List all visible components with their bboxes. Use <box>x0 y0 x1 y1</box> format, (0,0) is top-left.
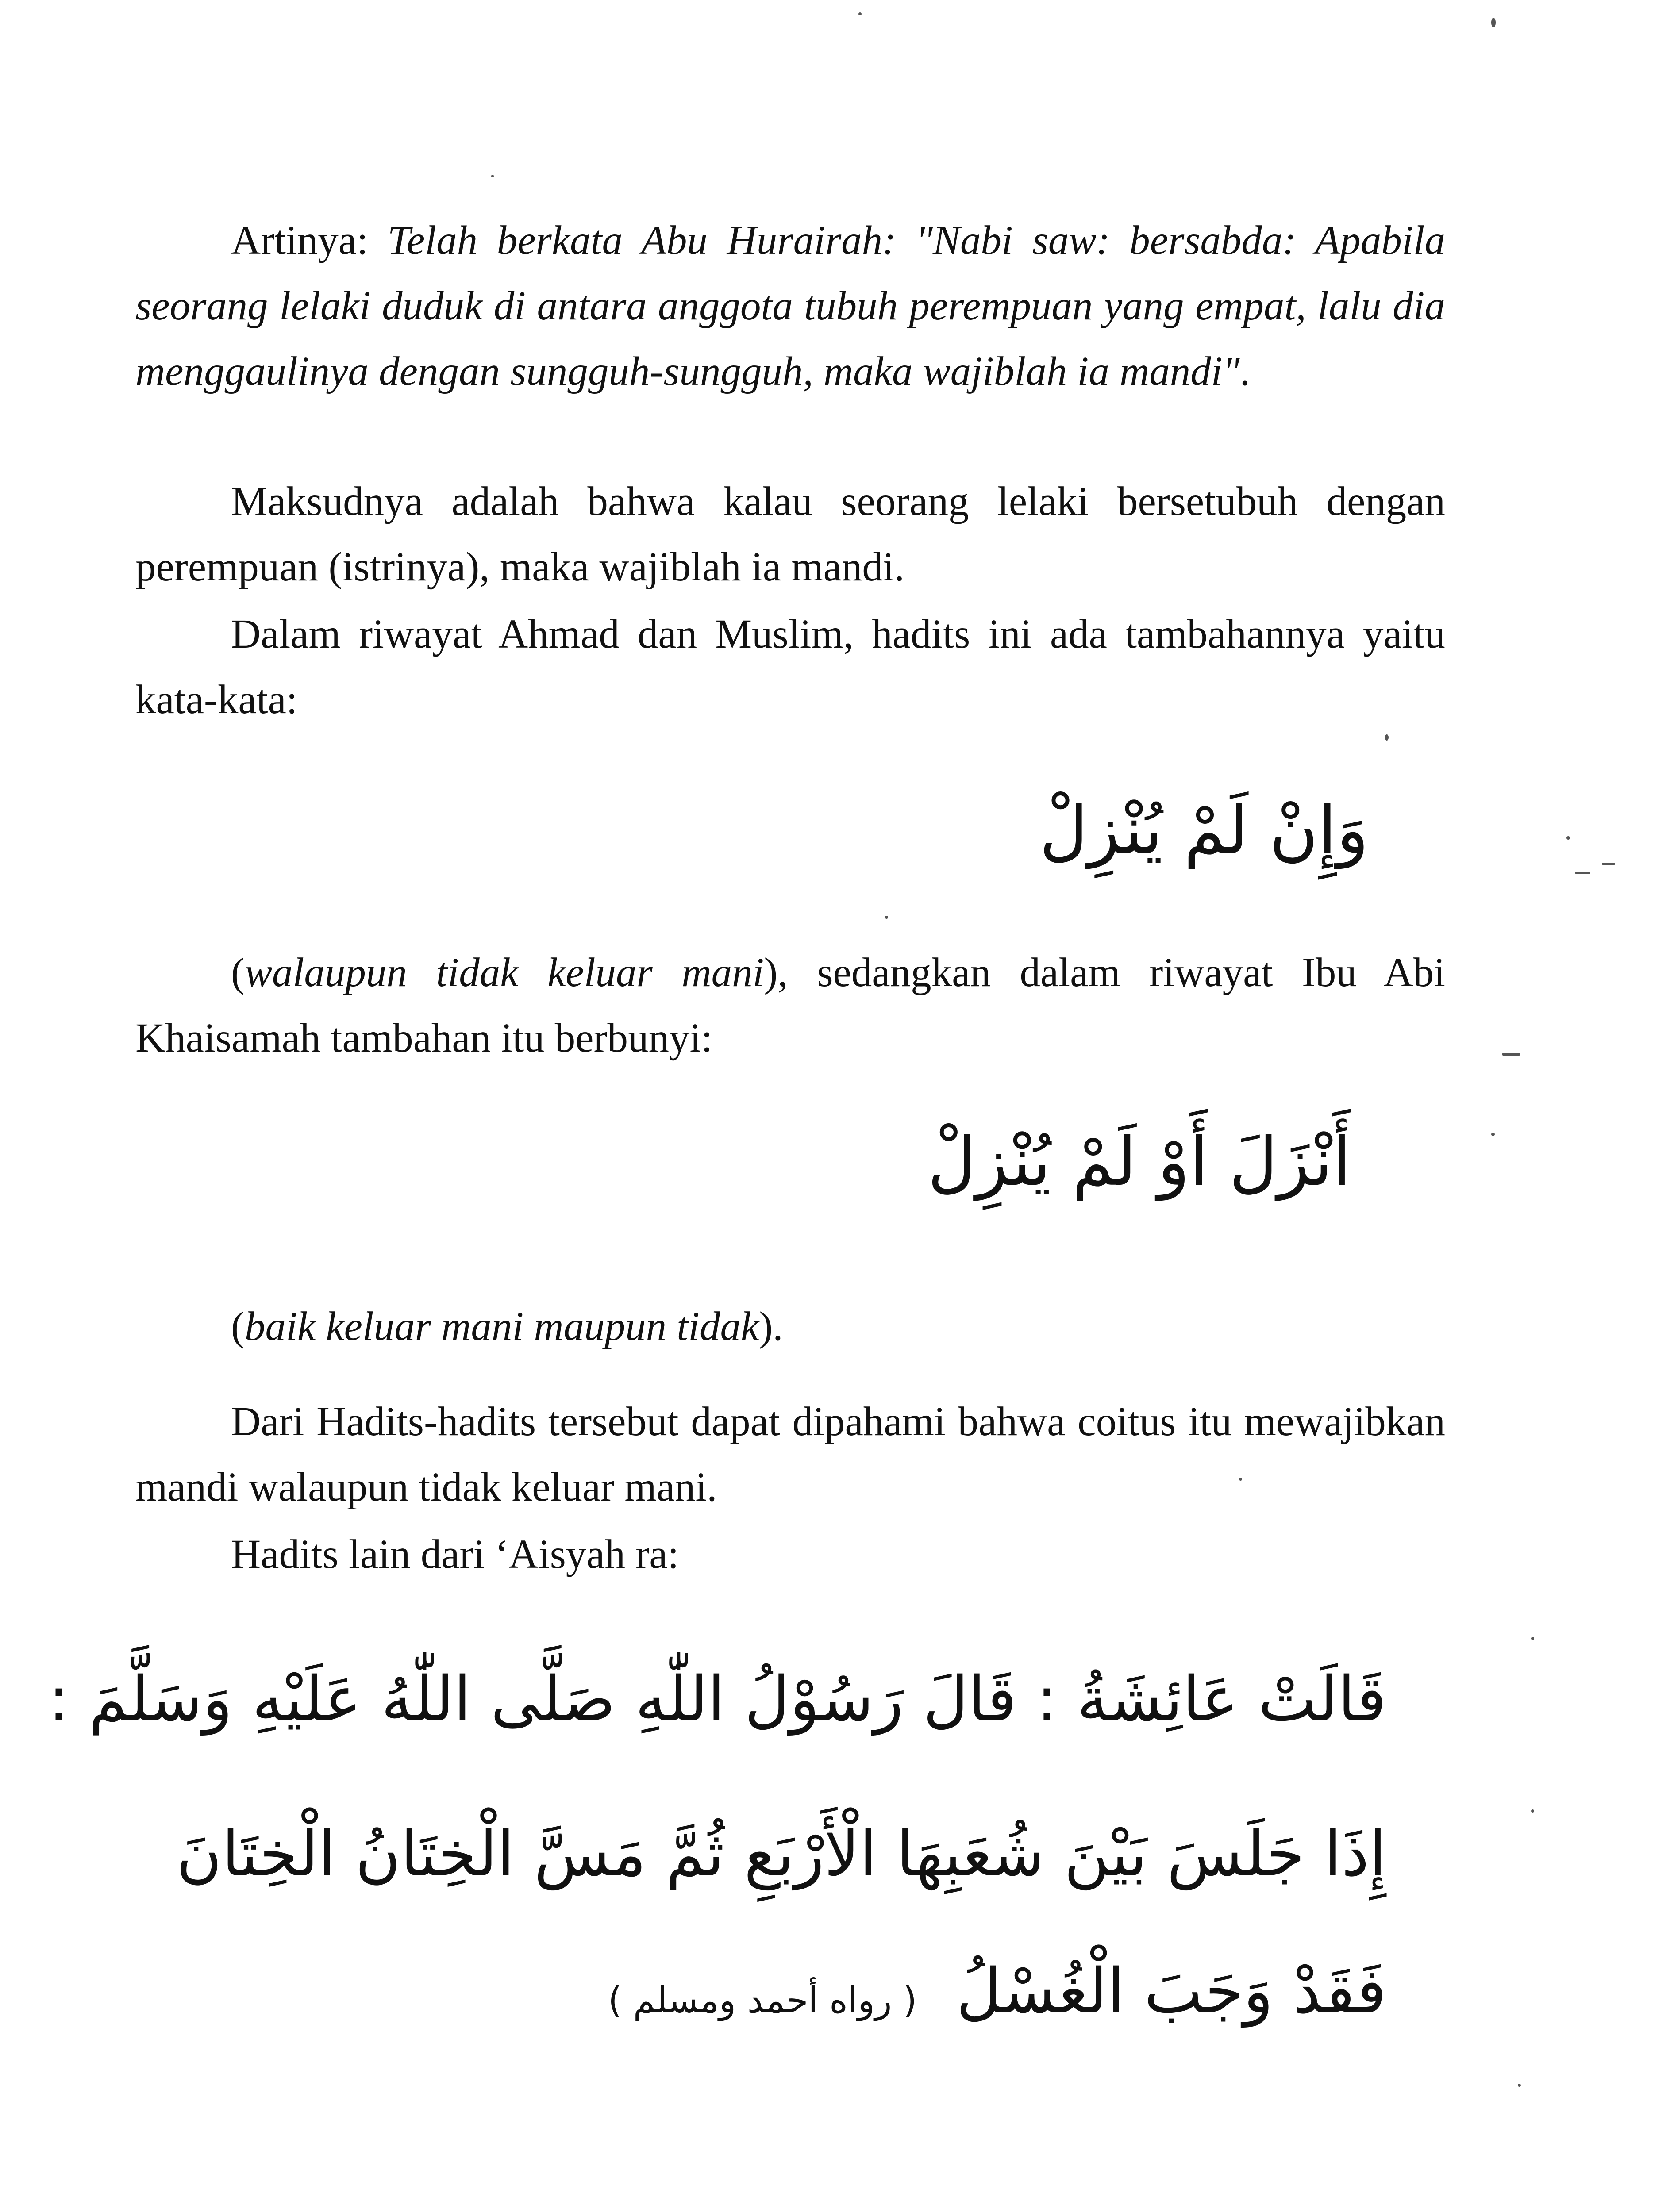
scan-speck <box>1491 1133 1495 1136</box>
p4-rest: ), sedangkan dalam riwayat Ibu Abi Khaisamah tambahan itu berbunyi: <box>135 950 1445 1061</box>
scan-speck <box>1602 863 1615 865</box>
arabic-hadith-line-2: إِذَا جَلَسَ بَيْنَ شُعَبِهَا الْأَرْبَعِ ثُمَّ مَسَّ الْخِتَانُ الْخِتَانَ <box>176 1818 1386 1890</box>
translation-prefix: Artinya: <box>231 218 388 263</box>
scan-speck <box>1566 836 1570 840</box>
paragraph-translation <box>135 208 1445 404</box>
scan-speck <box>1239 1478 1242 1481</box>
scan-speck <box>1491 18 1496 27</box>
p4-open: ( <box>231 950 245 995</box>
arabic-hadith-line-3 <box>608 1955 1386 2028</box>
paragraph-hadits-aisyah: Hadits lain dari ‘Aisyah ra: <box>231 1532 679 1577</box>
arabic-phrase-wa-in-lam-yunzil: وَإِنْ لَمْ يُنْزِلْ <box>1039 792 1369 869</box>
paragraph-conclusion: Dari Hadits-hadits tersebut dapat dipahami bahwa coitus itu mewajibkan mandi walaupun tidak keluar mani. <box>135 1399 1445 1510</box>
translation-italic: Telah berkata Abu Hurairah: "Nabi saw: bersabda: Apabila seorang lelaki duduk di antara anggota tubuh perempuan yang empat, lalu dia menggaulinya dengan sungguh-sungguh, maka wajiblah ia mandi" <box>135 218 1445 394</box>
arabic-hadith-attribution: ( رواه أحمد ومسلم ) <box>608 1980 917 2021</box>
scan-speck <box>1531 1637 1534 1640</box>
arabic-hadith-line-1: قَالَتْ عَائِشَةُ : قَالَ رَسُوْلُ اللّٰهِ صَلَّى اللّٰهُ عَلَيْهِ وَسَلَّمَ : <box>48 1663 1386 1736</box>
paragraph-baik-keluar-mani <box>135 1294 1445 1359</box>
arabic-phrase-anzala-aw-lam-yunzil: أَنْزَلَ أَوْ لَمْ يُنْزِلْ <box>927 1124 1351 1201</box>
paragraph-explanation: Maksudnya adalah bahwa kalau seorang lelaki bersetubuh dengan perempuan (istrinya), maka wajiblah ia mandi. <box>135 479 1445 590</box>
translation-suffix: . <box>1239 349 1250 394</box>
scan-speck <box>491 175 494 177</box>
p5-italic: baik keluar mani maupun tidak <box>244 1304 759 1349</box>
p5-close: ). <box>759 1304 783 1349</box>
scan-speck <box>1385 734 1389 741</box>
scan-speck <box>1502 1053 1520 1056</box>
scan-speck <box>1575 872 1590 874</box>
scan-speck <box>1518 2084 1521 2087</box>
scan-speck <box>858 12 862 15</box>
scan-speck <box>885 916 888 919</box>
p4-italic: walaupun tidak keluar mani <box>244 950 764 995</box>
arabic-hadith-text: فَقَدْ وَجَبَ الْغُسْلُ <box>956 1955 1386 2028</box>
paragraph-ahmad-muslim: Dalam riwayat Ahmad dan Muslim, hadits ini ada tambahannya yaitu kata-kata: <box>135 611 1445 722</box>
p5-open: ( <box>231 1304 245 1349</box>
scan-speck <box>1531 1809 1534 1813</box>
paragraph-ibu-abi-khaisamah <box>135 940 1445 1071</box>
